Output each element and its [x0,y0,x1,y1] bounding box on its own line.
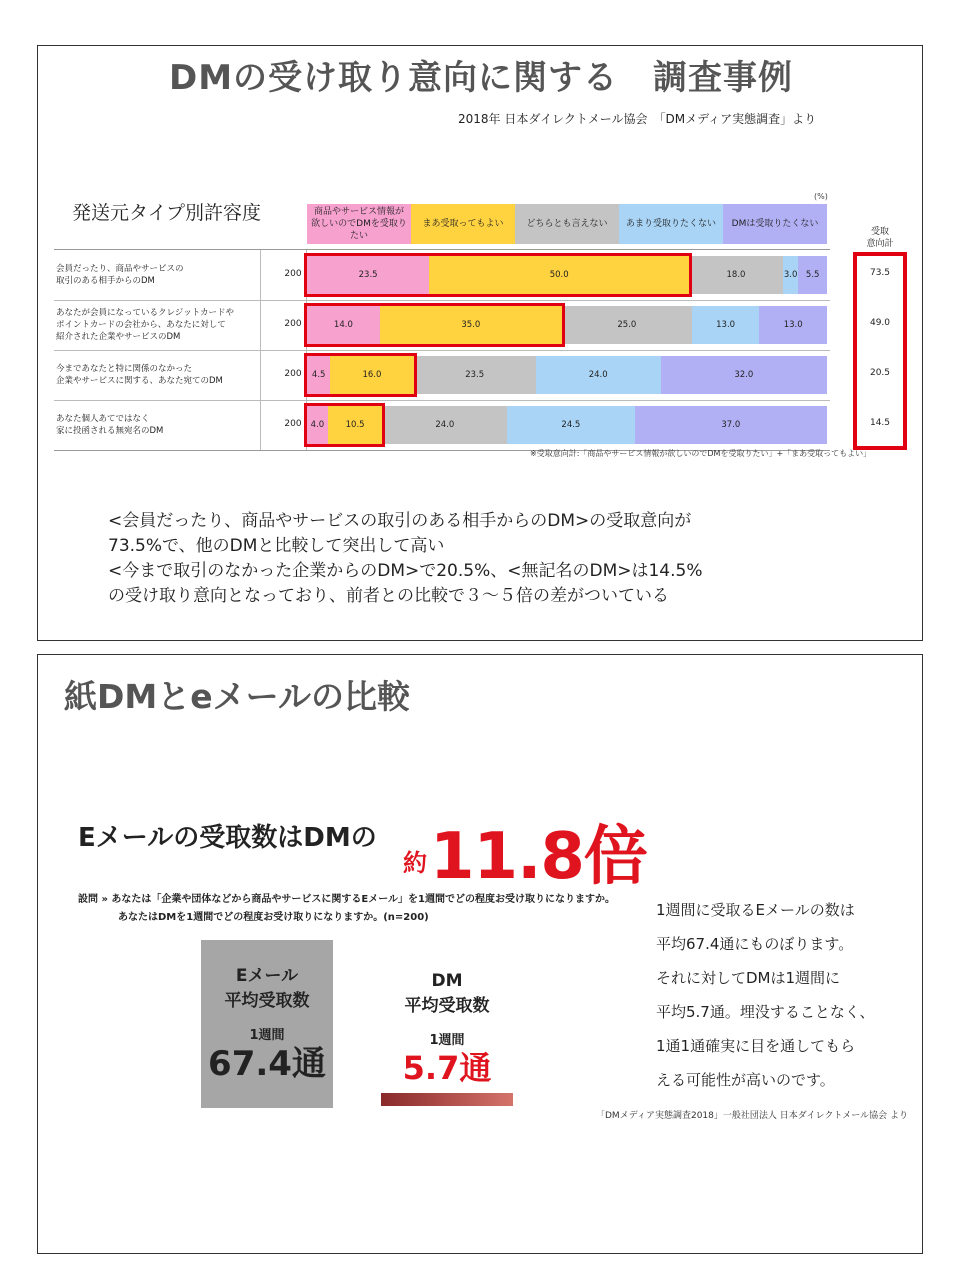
data-label: 3.0 [783,270,798,280]
data-label: 13.0 [716,320,736,330]
data-label: 4.5 [311,370,326,380]
data-label: 24.0 [435,420,455,430]
sample-size-label: 200 [284,269,302,279]
favorable-highlight-box [304,253,692,297]
slide-title: 紙DMとeメールの比較 [64,677,410,716]
data-label: 13.0 [783,320,803,330]
data-label: 37.0 [721,420,741,430]
legend-item: まあ受取ってもよい [411,204,515,244]
favorable-highlight-box [304,403,385,447]
bar-segment [414,356,536,394]
slide-dm-intention [37,45,923,641]
bar-segment [562,306,692,344]
category-label: 会員だったり、商品やサービスの 取引のある相手からのDM [56,264,184,286]
data-label: 23.5 [358,270,378,280]
data-label: 4.0 [310,420,325,430]
legend-item: どちらとも言えない [515,204,619,244]
bar-segment [661,356,827,394]
bar-segment [798,256,827,294]
email-average-card [201,940,333,1108]
sample-size-label: 200 [284,419,302,429]
bar-segment [692,306,760,344]
data-label: 35.0 [461,320,481,330]
data-label: 23.5 [465,370,485,380]
chart-title: 発送元タイプ別許容度 [72,202,262,224]
legend-item: DMは受取りたくない [723,204,827,244]
data-label: 5.5 [805,270,820,280]
side-total-header: 受取 意向計 [866,227,894,249]
bar-segment [635,406,827,444]
category-label: あなたが会員になっているクレジットカードや ポイントカードの会社から、あなたに対して 紹介された企業やサービスのDM [56,308,235,342]
stacked-bar-chart [54,249,830,451]
total-value: 73.5 [869,268,891,278]
comparison-text: 1週間に受取るEメールの数は 平均67.4通にものぼります。 それに対してDMは1週間に 平均5.7通。埋没することなく、 1通1通確実に目を通してもら える可能性が高いのです。 [656,901,875,1089]
dm-label: DM 平均受取数 [404,971,490,1016]
total-value: 20.5 [869,368,891,378]
slide-title: DMの受け取り意向に関する 調査事例 [168,58,794,98]
headline: Eメールの受取数はDMの [78,823,377,853]
bar-segment [759,306,827,344]
grid-row-line [54,350,830,351]
data-label: 14.0 [333,320,353,330]
source-citation: 2018年 日本ダイレクトメール協会 「DMメディア実態調査」より [458,112,817,126]
email-value: 67.4通 [208,1044,326,1084]
data-label: 10.5 [345,420,365,430]
sample-size-label: 200 [284,369,302,379]
bar-segment [507,406,634,444]
slide-email-vs-dm [37,654,923,1254]
grid-row-line [54,400,830,401]
total-value: 49.0 [869,318,891,328]
data-label: 25.0 [617,320,637,330]
email-period: 1週間 [249,1028,285,1043]
dm-period: 1週間 [429,1033,465,1048]
favorable-highlight-box [304,353,417,397]
data-label: 24.5 [561,420,581,430]
grid-row-line [54,300,830,301]
legend-item: 商品やサービス情報が 欲しいのでDMを受取りたい [307,204,411,244]
data-label: 24.0 [588,370,608,380]
ratio-value: 11.8倍 [430,820,647,894]
data-label: 32.0 [734,370,754,380]
survey-question: 設問 » あなたは「企業や団体などから商品やサービスに関するEメール」を1週間でどの程度お受け取りになりますか。 あなたはDMを1週間でどの程度お受け取りになりますか。(n=200) [78,894,616,923]
dm-average-card [381,969,513,1088]
bar-segment [382,406,507,444]
bar-segment [783,256,799,294]
approx-label: 約 [403,849,427,877]
unit-label: (%) [814,192,828,201]
data-label: 18.0 [726,270,746,280]
total-value: 14.5 [869,418,891,428]
category-label: 今まであなたと特に関係のなかった 企業やサービスに関する、あなた宛てのDM [56,364,223,386]
summary-text: <会員だったり、商品やサービスの取引のある相手からのDM>の受取意向が 73.5%で、他のDMと比較して突出して高い <今まで取引のなかった企業からのDM>で20.5%、<無記名のDM>は14.5% の受け取り意向となっており、前者との比較で３～５倍の差がついている [108,511,703,606]
dm-bar [381,1093,513,1106]
legend-item: あまり受取りたくない [619,204,723,244]
chart-footnote: ※受取意向計:「商品やサービス情報が欲しいのでDMを受取りたい」+「まあ受取ってもよい」 [530,449,872,458]
data-label: 16.0 [362,370,382,380]
data-label: 50.0 [549,270,569,280]
bar-segment [536,356,661,394]
category-label: あなた個人あてではなく 家に投函される無宛名のDM [56,414,164,436]
email-label: Eメール 平均受取数 [224,966,310,1011]
dm-value: 5.7通 [402,1049,492,1087]
sample-size-label: 200 [284,319,302,329]
favorable-highlight-box [304,303,565,347]
bar-segment [689,256,783,294]
source-citation: 「DMメディア実態調査2018」一般社団法人 日本ダイレクトメール協会 より [596,1111,908,1121]
